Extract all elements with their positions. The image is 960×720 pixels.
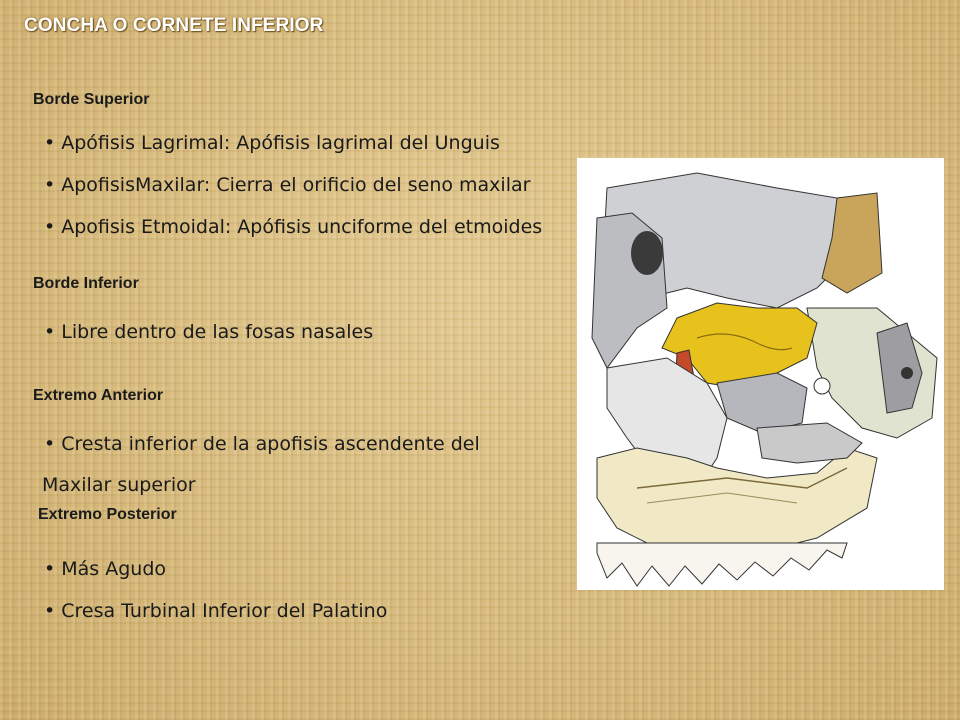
- heading-borde-superior: Borde Superior: [33, 91, 150, 108]
- bullet-mas-agudo: • Más Agudo: [44, 558, 167, 580]
- bullet-apofisis-lagrimal: • Apófisis Lagrimal: Apófisis lagrimal del Unguis: [44, 132, 500, 154]
- bullet-cresta-inferior: • Cresta inferior de la apofisis ascendente del: [44, 433, 480, 455]
- heading-borde-inferior: Borde Inferior: [33, 275, 139, 292]
- bullet-libre-fosas: • Libre dentro de las fosas nasales: [44, 321, 374, 343]
- heading-extremo-posterior: Extremo Posterior: [38, 506, 177, 523]
- skull-illustration-svg: [577, 158, 944, 590]
- bullet-cresa-turbinal: • Cresa Turbinal Inferior del Palatino: [44, 600, 388, 622]
- bullet-apofisis-maxilar: • ApofisisMaxilar: Cierra el orificio del seno maxilar: [44, 174, 531, 196]
- text-maxilar-superior: Maxilar superior: [42, 474, 196, 496]
- heading-extremo-anterior: Extremo Anterior: [33, 387, 164, 404]
- slide-title: CONCHA O CORNETE INFERIOR: [24, 15, 324, 36]
- bullet-apofisis-etmoidal: • Apofisis Etmoidal: Apófisis unciforme del etmoides: [44, 216, 543, 238]
- skull-anatomy-illustration: [577, 158, 944, 590]
